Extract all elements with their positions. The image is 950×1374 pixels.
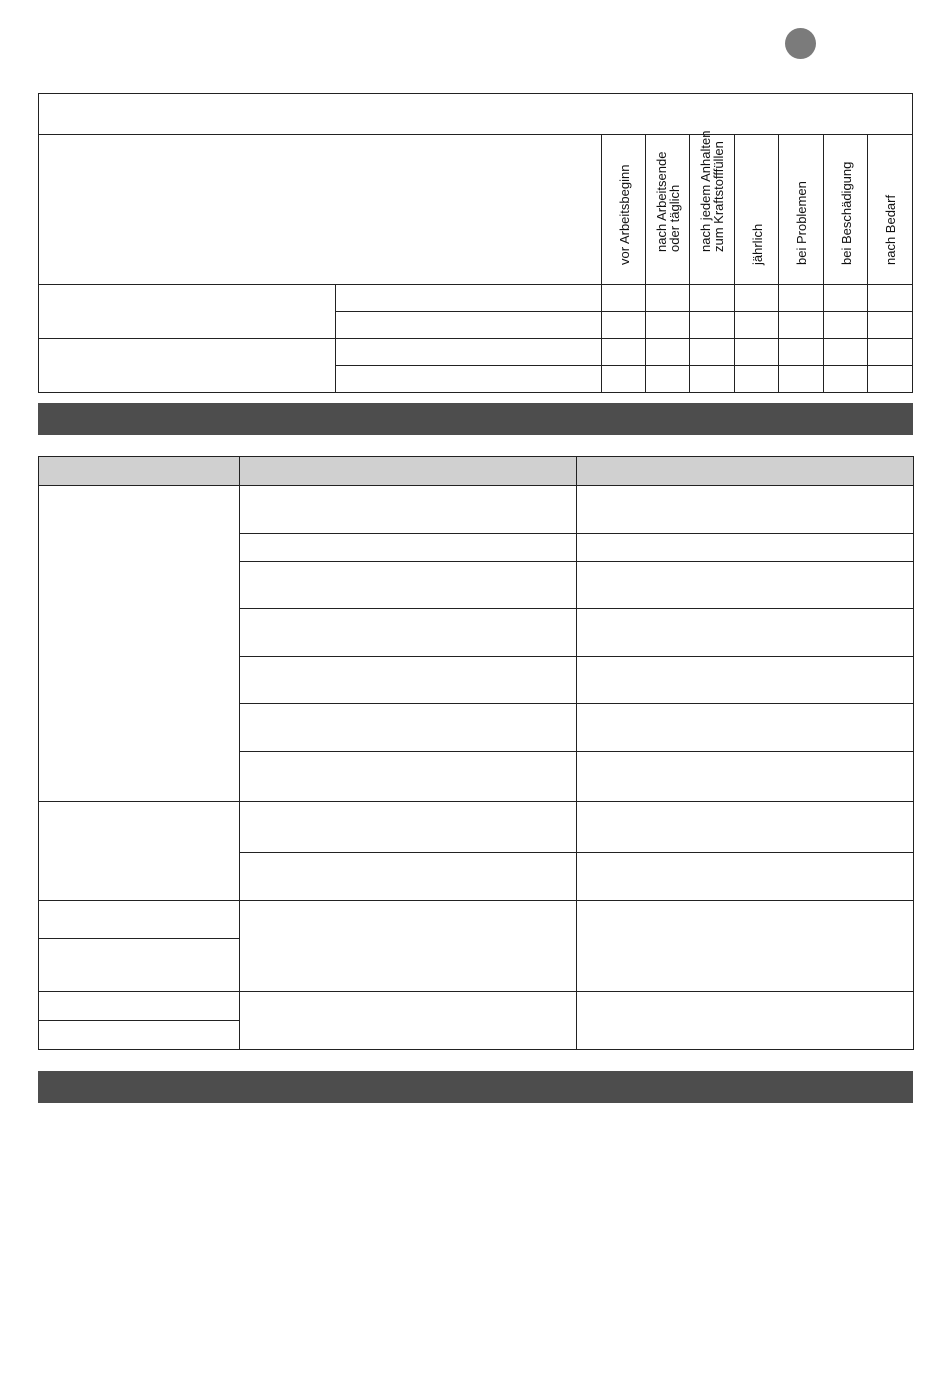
remedy-cell: [577, 609, 914, 657]
interval-header: nach Arbeitsende oder täglich: [646, 135, 690, 285]
remedy-cell: [577, 657, 914, 704]
table-row: [39, 802, 914, 853]
remedy-cell: [577, 704, 914, 752]
remedy-cell: [577, 901, 914, 992]
task-cell: [336, 339, 602, 366]
maintenance-table-title: [39, 94, 913, 135]
table-row: [39, 486, 914, 534]
remedy-cell: [577, 802, 914, 853]
problem-cell: [39, 1021, 240, 1050]
table-row: [39, 285, 913, 312]
interval-header: vor Arbeitsbeginn: [602, 135, 646, 285]
problem-cell: [39, 992, 240, 1021]
component-cell: [39, 285, 336, 339]
task-cell: [336, 366, 602, 393]
table-header-row: [39, 457, 914, 486]
cause-cell: [240, 562, 577, 609]
cause-cell: [240, 802, 577, 853]
remedy-cell: [577, 534, 914, 562]
cause-cell: [240, 853, 577, 901]
remedy-cell: [577, 853, 914, 901]
table-row: [39, 992, 914, 1021]
component-cell: [39, 339, 336, 393]
problem-cell: [39, 939, 240, 992]
remedy-cell: [577, 562, 914, 609]
page-language-badge: [785, 28, 816, 59]
problem-cell: [39, 802, 240, 901]
cause-cell: [240, 704, 577, 752]
remedy-cell: [577, 486, 914, 534]
remedy-column-header: [577, 457, 914, 486]
cause-cell: [240, 752, 577, 802]
interval-header: nach jedem Anhalten zum Kraftstofffüllen: [690, 135, 735, 285]
interval-header: nach Bedarf: [868, 135, 913, 285]
cause-cell: [240, 486, 577, 534]
table-row: [39, 901, 914, 939]
problem-column-header: [39, 457, 240, 486]
section-header-bar: [38, 403, 913, 435]
table-row: [39, 339, 913, 366]
cause-cell: [240, 609, 577, 657]
interval-header: bei Beschädigung: [824, 135, 868, 285]
maintenance-schedule-table: [38, 93, 913, 393]
problem-cell: [39, 486, 240, 802]
cause-cell: [240, 901, 577, 992]
interval-header: jährlich: [735, 135, 779, 285]
task-cell: [336, 312, 602, 339]
remedy-cell: [577, 992, 914, 1050]
section-header-bar: [38, 1071, 913, 1103]
maintenance-header-blank: [39, 135, 602, 285]
task-cell: [336, 285, 602, 312]
cause-cell: [240, 992, 577, 1050]
cause-cell: [240, 534, 577, 562]
problem-cell: [39, 901, 240, 939]
interval-header: bei Problemen: [779, 135, 824, 285]
remedy-cell: [577, 752, 914, 802]
cause-column-header: [240, 457, 577, 486]
cause-cell: [240, 657, 577, 704]
troubleshooting-table: [38, 456, 914, 1050]
